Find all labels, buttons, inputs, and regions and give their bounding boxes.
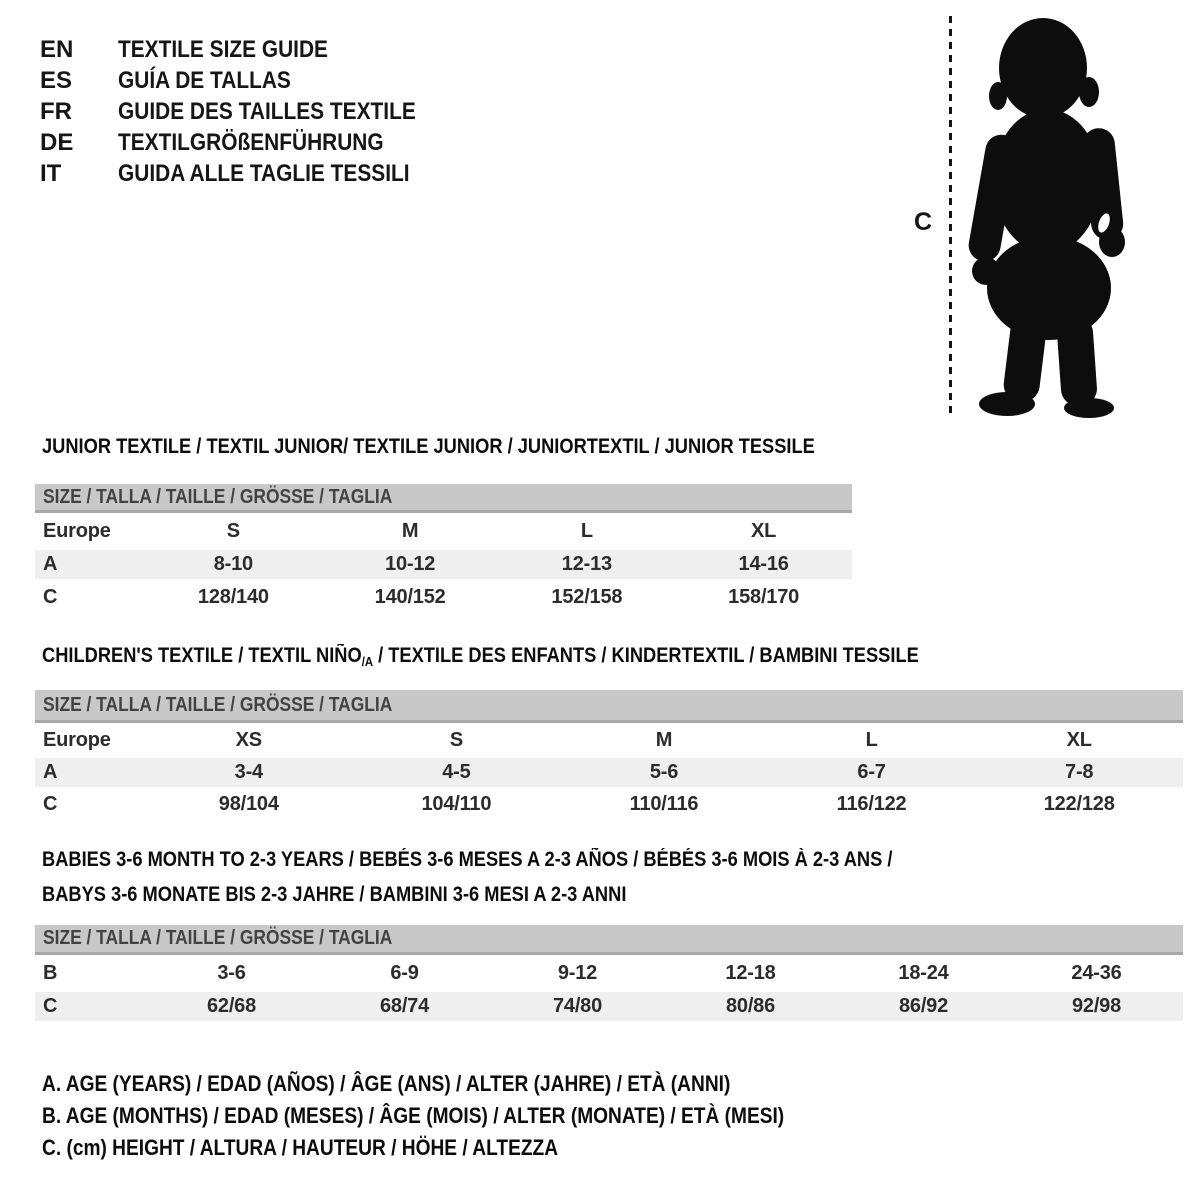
lang-code: IT (40, 160, 62, 187)
height-cell: 86/92 (898, 995, 949, 1017)
height-cell: 62/68 (206, 995, 257, 1017)
babies-size-table (35, 925, 1183, 1021)
guide-title-de: TEXTILGRÖßENFÜHRUNG (118, 129, 384, 156)
size-cell: M (401, 520, 419, 542)
lang-row-en (40, 34, 460, 65)
children-size-table (35, 690, 1183, 822)
row-label: A (43, 761, 58, 783)
table-row (35, 787, 1183, 822)
age-cell: 9-12 (557, 962, 598, 984)
height-measure-dotted-line (949, 16, 952, 416)
lang-code: DE (40, 129, 74, 156)
row-label: A (43, 553, 58, 575)
table-row (35, 579, 852, 616)
height-cell: 80/86 (725, 995, 776, 1017)
age-cell: 10-12 (385, 553, 436, 575)
height-cell: 122/128 (1043, 793, 1115, 815)
height-cell: 92/98 (1071, 995, 1122, 1017)
size-cell: XL (1066, 729, 1092, 751)
children-section-heading: CHILDREN'S TEXTILE / TEXTIL $NIÑO_{/A}$ / TEXTILE DES ENFANTS / KINDERTEXTIL / BAMBINI TESSILE (42, 644, 919, 669)
size-cell: L (865, 729, 878, 751)
row-label: Europe (43, 729, 111, 751)
age-cell: 12-13 (561, 553, 612, 575)
table-row (35, 723, 1183, 758)
guide-title-es: GUÍA DE TALLAS (118, 67, 291, 94)
height-cell: 140/152 (374, 586, 446, 608)
legend-line-b: B. AGE (MONTHS) / EDAD (MESES) / ÂGE (MOIS) / ALTER (MONATE) / ETÀ (MESI) (42, 1103, 785, 1128)
babies-section-heading-line2: BABYS 3-6 MONATE BIS 2-3 JAHRE / BAMBINI 3-6 MESI A 2-3 ANNI (42, 883, 627, 906)
age-cell: 3-6 (217, 962, 246, 984)
age-cell: 7-8 (1065, 761, 1094, 783)
height-cell: 110/116 (629, 793, 699, 815)
measurement-legend (42, 1068, 895, 1164)
age-cell: 3-4 (234, 761, 263, 783)
table-row (35, 550, 852, 579)
age-cell: 12-18 (725, 962, 776, 984)
table-row (35, 513, 852, 550)
height-cell: 116/122 (836, 793, 907, 815)
size-cell: XL (751, 520, 777, 542)
size-cell: L (580, 520, 593, 542)
row-label: B (43, 962, 58, 984)
lang-code: ES (40, 67, 73, 94)
table-row (35, 758, 1183, 787)
size-cell: S (226, 520, 240, 542)
height-cell: 104/110 (421, 793, 492, 815)
row-label: C (43, 586, 58, 608)
babies-size-header-bar: SIZE / TALLA / TAILLE / GRÖSSE / TAGLIA (35, 925, 1183, 955)
lang-code: EN (40, 36, 74, 63)
junior-size-table (35, 484, 852, 616)
row-label: C (43, 793, 58, 815)
height-cell: 68/74 (379, 995, 430, 1017)
age-cell: 5-6 (649, 761, 679, 783)
row-label: C (43, 995, 58, 1017)
toddler-silhouette-icon (961, 16, 1136, 418)
legend-line-c: C. (cm) HEIGHT / ALTURA / HAUTEUR / HÖHE / ALTEZZA (42, 1135, 559, 1160)
age-cell: 6-9 (390, 962, 419, 984)
age-cell: 18-24 (898, 962, 949, 984)
legend-line-a: A. AGE (YEARS) / EDAD (AÑOS) / ÂGE (ANS) / ALTER (JAHRE) / ETÀ (ANNI) (42, 1071, 731, 1096)
lang-row-es (40, 65, 460, 96)
lang-row-it (40, 158, 460, 189)
heading-subscript: /A (361, 654, 374, 669)
size-cell: M (655, 729, 673, 751)
table-row (35, 992, 1183, 1021)
lang-row-de (40, 127, 460, 158)
guide-title-fr: GUIDE DES TAILLES TEXTILE (118, 98, 416, 125)
height-cell: 152/158 (551, 586, 623, 608)
table-row (35, 955, 1183, 992)
guide-title-it: GUIDA ALLE TAGLIE TESSILI (118, 160, 410, 187)
age-cell: 4-5 (442, 761, 471, 783)
guide-title-en: TEXTILE SIZE GUIDE (118, 36, 328, 63)
height-measure-label: C (914, 208, 933, 236)
lang-code: FR (40, 98, 72, 125)
age-cell: 8-10 (213, 553, 253, 575)
height-cell: 128/140 (197, 586, 269, 608)
size-cell: S (449, 729, 463, 751)
height-cell: 158/170 (728, 586, 800, 608)
age-cell: 14-16 (738, 553, 789, 575)
children-size-header-bar: SIZE / TALLA / TAILLE / GRÖSSE / TAGLIA (35, 690, 1183, 723)
age-cell: 24-36 (1071, 962, 1122, 984)
age-cell: 6-7 (857, 761, 886, 783)
height-cell: 74/80 (552, 995, 603, 1017)
height-cell: 98/104 (218, 793, 279, 815)
row-label: Europe (43, 520, 111, 542)
lang-row-fr (40, 96, 460, 127)
language-header (40, 34, 460, 189)
babies-section-heading-line1: BABIES 3-6 MONTH TO 2-3 YEARS / BEBÉS 3-6 MESES A 2-3 AÑOS / BÉBÉS 3-6 MOIS À 2-3 ANS / (42, 848, 893, 871)
junior-section-heading: JUNIOR TEXTILE / TEXTIL JUNIOR/ TEXTILE JUNIOR / JUNIORTEXTIL / JUNIOR TESSILE (42, 435, 815, 458)
junior-size-header-bar: SIZE / TALLA / TAILLE / GRÖSSE / TAGLIA (35, 484, 852, 513)
size-cell: XS (235, 729, 262, 751)
